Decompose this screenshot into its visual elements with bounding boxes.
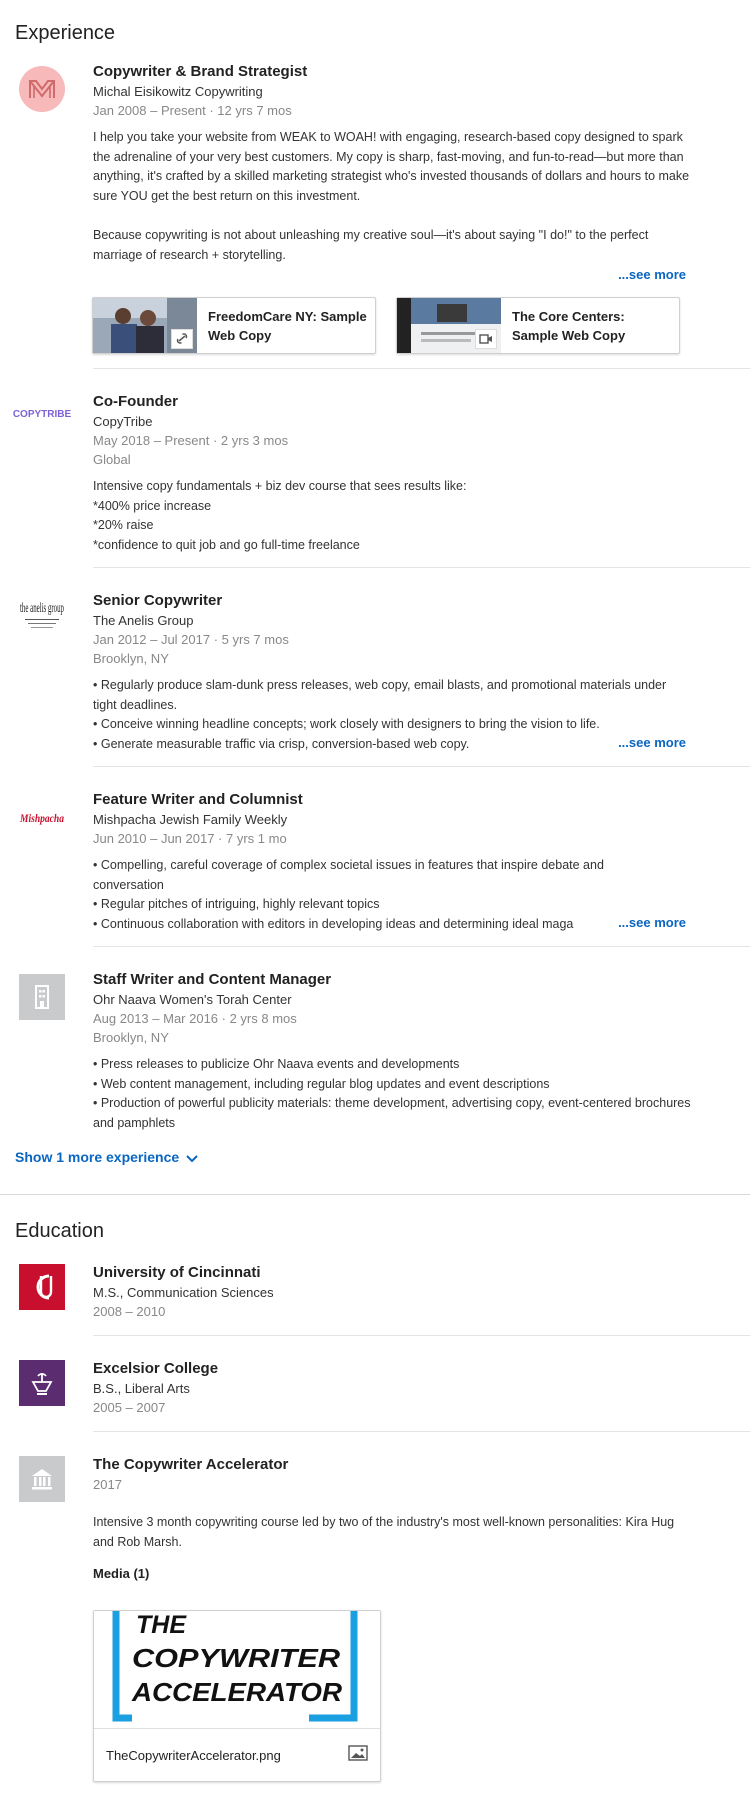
mishpacha-logo[interactable] (19, 794, 65, 840)
job-dates: Aug 2013 – Mar 2016 · 2 yrs 8 mos (93, 1011, 297, 1026)
company-name: Ohr Naava Women's Torah Center (93, 992, 292, 1007)
description-line: • Press releases to publicize Ohr Naava events and developments (93, 1057, 460, 1071)
media-title: FreedomCare NY: Sample Web Copy (208, 309, 367, 343)
job-dates: Jun 2010 – Jun 2017 · 7 yrs 1 mo (93, 831, 287, 846)
see-more-link[interactable]: ...see more (618, 735, 686, 750)
media-card-divider (94, 1728, 380, 1729)
degree: M.S., Communication Sciences (93, 1285, 274, 1300)
image-icon (348, 1745, 368, 1766)
description-line: • Regularly produce slam-dunk press releases, web copy, email blasts, and promotional materials under tight deadlines. (93, 678, 667, 712)
education-dates: 2008 – 2010 (93, 1304, 166, 1319)
degree: B.S., Liberal Arts (93, 1381, 190, 1396)
job-dates: Jan 2008 – Present · 12 yrs 7 mos (93, 103, 292, 118)
media-thumbnail (397, 298, 501, 353)
building-icon (19, 974, 65, 1020)
media-image-text: ACCELERATOR (130, 1677, 343, 1707)
entry-divider (93, 946, 750, 947)
school-name[interactable]: The Copywriter Accelerator (93, 1456, 289, 1473)
section-divider (0, 1194, 750, 1195)
job-description (93, 856, 653, 934)
education-dates: 2005 – 2007 (93, 1400, 166, 1415)
anelis-logo-text: the anelis group (20, 601, 64, 616)
description-line: • Generate measurable traffic via crisp, conversion-based web copy. (93, 736, 470, 751)
job-title[interactable]: Copywriter & Brand Strategist (93, 63, 308, 80)
description-line: • Compelling, careful coverage of complex societal issues in features that inspire debate and conversation (93, 858, 604, 892)
job-title[interactable]: Staff Writer and Content Manager (93, 971, 332, 988)
media-heading: Media (1) (93, 1566, 150, 1581)
excelsior-college-logo[interactable] (19, 1360, 65, 1406)
media-image (94, 1611, 380, 1728)
job-title[interactable]: Co-Founder (93, 393, 178, 410)
media-card-core-centers[interactable] (396, 297, 680, 354)
copytribe-logo-text: COPYTRIBE (12, 409, 72, 420)
description-line: • Continuous collaboration with editors in developing ideas and determining ideal maga (93, 916, 574, 931)
institution-icon (19, 1456, 65, 1502)
mishpacha-logo-text: Mishpacha (19, 811, 64, 825)
copywriter-accelerator-logo[interactable] (19, 1456, 65, 1502)
job-location: Brooklyn, NY (93, 1030, 169, 1045)
description-line: Intensive copy fundamentals + biz dev course that sees results like: (93, 479, 467, 493)
education-heading: Education (15, 1220, 104, 1242)
job-title[interactable]: Senior Copywriter (93, 592, 223, 609)
entry-divider (93, 1431, 750, 1432)
university-of-cincinnati-logo[interactable] (19, 1264, 65, 1310)
entry-divider (93, 567, 750, 568)
video-icon (475, 329, 497, 349)
education-description: Intensive 3 month copywriting course led by two of the industry's most well-known personalities: Kira Hug and Rob Marsh. (93, 1515, 675, 1549)
description-paragraph: I help you take your website from WEAK to WOAH! with engaging, research-based copy designed to spark the adrenaline of your very best customers. My copy is sharp, fast-moving, and fun-to-read—but more than anything, it's crafted by a skilled marketing strategist who's invested thousands of dollars and hours to make sure YOU get the best return on this investment. (93, 130, 690, 203)
media-card-freedomcare[interactable] (92, 297, 376, 354)
company-name: Michal Eisikowitz Copywriting (93, 84, 263, 99)
job-description (93, 477, 693, 555)
experience-heading: Experience (15, 22, 116, 44)
company-name: Mishpacha Jewish Family Weekly (93, 812, 288, 827)
description-line: • Production of powerful publicity materials: theme development, advertising copy, event-centered brochures and pamphlets (93, 1096, 691, 1130)
show-more-label: Show 1 more experience (15, 1149, 180, 1165)
company-name: CopyTribe (93, 414, 153, 429)
see-more-link[interactable]: ...see more (618, 915, 686, 930)
entry-divider (93, 766, 750, 767)
school-name[interactable]: Excelsior College (93, 1360, 219, 1377)
company-name: The Anelis Group (93, 613, 194, 628)
copytribe-logo[interactable] (12, 396, 72, 442)
anelis-group-logo[interactable] (19, 595, 65, 641)
job-dates: May 2018 – Present · 2 yrs 3 mos (93, 433, 289, 448)
job-description (93, 1055, 693, 1133)
job-dates: Jan 2012 – Jul 2017 · 5 yrs 7 mos (93, 632, 289, 647)
media-title: The Core Centers: Sample Web Copy (512, 309, 626, 343)
description-line: • Conceive winning headline concepts; work closely with designers to bring the vision to life. (93, 717, 600, 731)
media-thumbnail (93, 298, 197, 353)
description-line: *400% price increase (93, 498, 212, 513)
description-line: • Regular pitches of intriguing, highly relevant topics (93, 897, 380, 911)
chevron-down-icon (185, 1150, 199, 1166)
entry-divider (93, 368, 750, 369)
see-more-link[interactable]: ...see more (618, 267, 686, 282)
job-location: Global (93, 452, 131, 467)
michal-eisikowitz-logo[interactable] (19, 66, 65, 112)
media-image-text: THE (136, 1611, 186, 1639)
ohr-naava-logo[interactable] (19, 974, 65, 1020)
description-paragraph: Because copywriting is not about unleashing my creative soul—it's about saying "I do!" to the perfect marriage of research + storytelling. (93, 228, 649, 262)
job-description (93, 676, 685, 754)
education-dates: 2017 (93, 1477, 122, 1492)
job-location: Brooklyn, NY (93, 651, 169, 666)
description-line: *20% raise (93, 518, 154, 532)
show-more-experience-button[interactable] (15, 1149, 199, 1166)
media-image-text: COPYWRITER (132, 1643, 341, 1673)
school-name[interactable]: University of Cincinnati (93, 1264, 261, 1281)
link-icon (171, 329, 193, 349)
media-card-copywriter-accelerator[interactable] (93, 1610, 381, 1782)
description-line: *confidence to quit job and go full-time freelance (93, 537, 360, 552)
entry-divider (93, 1335, 750, 1336)
media-filename: TheCopywriterAccelerator.png (106, 1748, 281, 1763)
job-description (93, 128, 693, 265)
job-title[interactable]: Feature Writer and Columnist (93, 791, 303, 808)
description-line: • Web content management, including regular blog updates and event descriptions (93, 1076, 550, 1091)
